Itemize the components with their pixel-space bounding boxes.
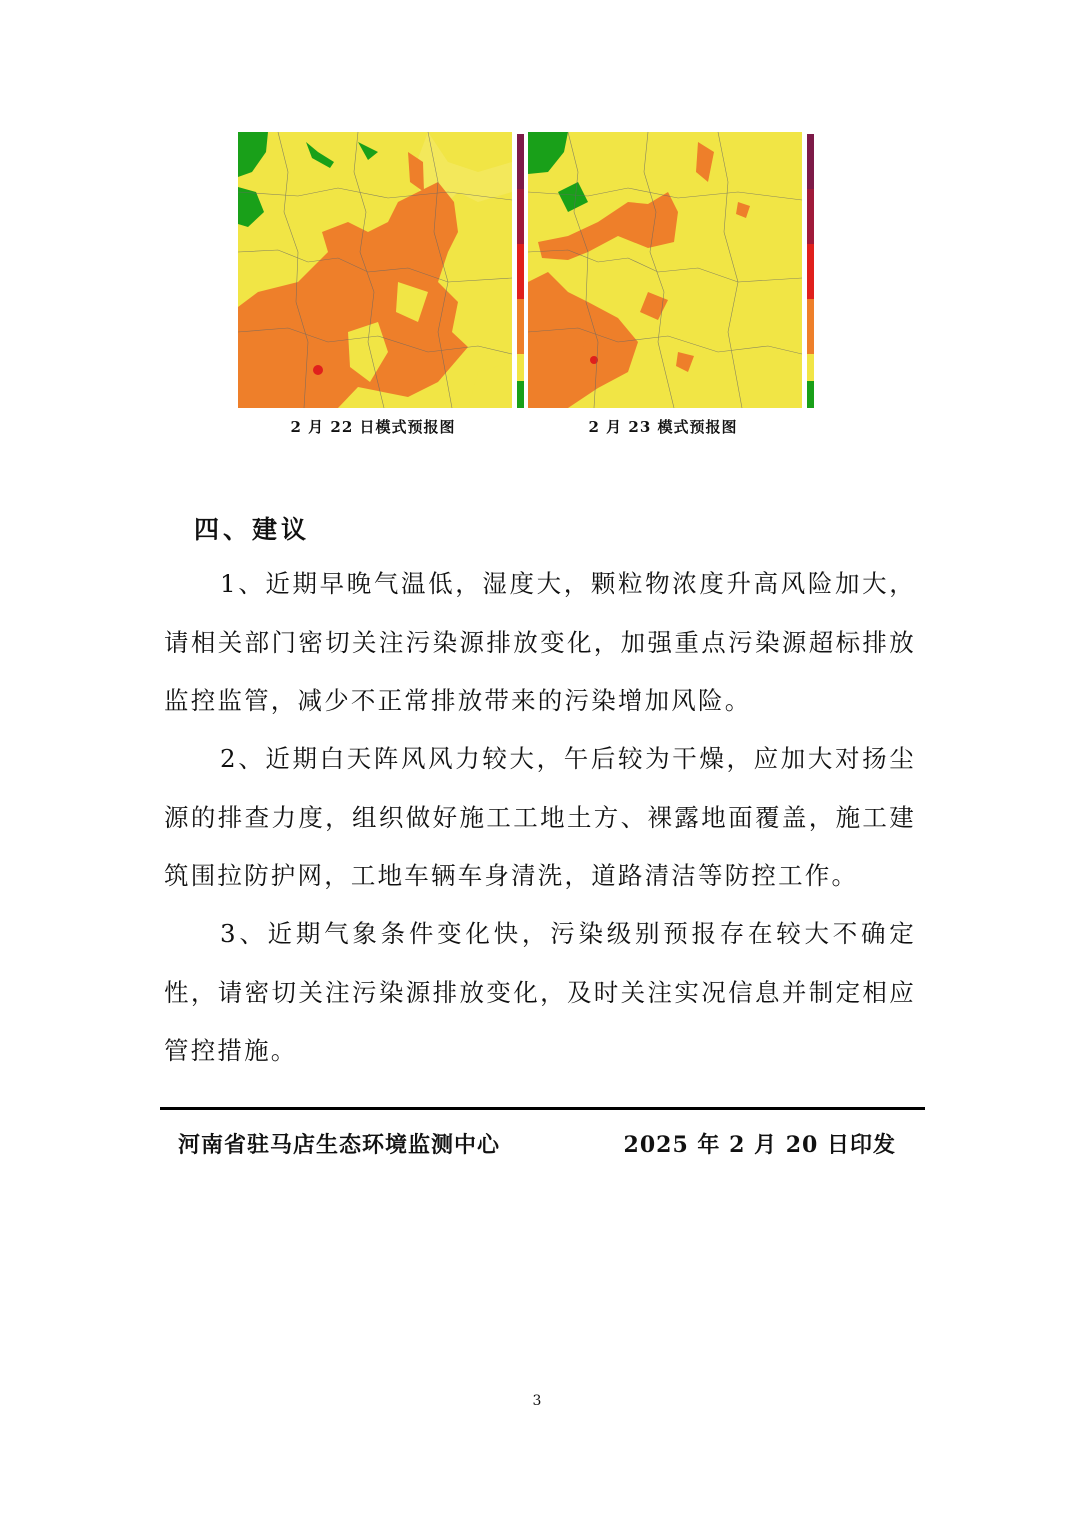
section-heading: 四、建议 <box>194 515 311 544</box>
forecast-map-feb22-image <box>238 132 512 408</box>
issuing-organization: 河南省驻马店生态环境监测中心 <box>178 1132 501 1158</box>
aqi-color-scale-2 <box>807 134 814 408</box>
map-caption-feb23: 2 月 23 模式预报图 <box>588 418 738 436</box>
page-number: 3 <box>532 1393 542 1409</box>
suggestion-paragraph-1: 1、近期早晚气温低，湿度大，颗粒物浓度升高风险加大，请相关部门密切关注污染源排放变化，加强重点污染源超标排放监控监管，减少不正常排放带来的污染增加风险。 <box>164 569 916 715</box>
map-caption-feb22: 2 月 22 日模式预报图 <box>290 418 456 436</box>
forecast-map-feb23-image <box>528 132 802 408</box>
forecast-map-feb22 <box>238 132 512 408</box>
forecast-maps <box>236 132 816 412</box>
issue-date: 2025 年 2 月 20 日印发 <box>623 1132 896 1158</box>
aqi-color-scale-1 <box>517 134 524 408</box>
suggestion-paragraph-2: 2、近期白天阵风风力较大，午后较为干燥，应加大对扬尘源的排查力度，组织做好施工工地土方、裸露地面覆盖，施工建筑围拉防护网，工地车辆车身清洗，道路清洁等防控工作。 <box>164 744 916 890</box>
footer-divider <box>160 1107 925 1110</box>
forecast-map-feb23 <box>528 132 802 408</box>
suggestion-paragraph-3: 3、近期气象条件变化快，污染级别预报存在较大不确定性，请密切关注污染源排放变化，及时关注实况信息并制定相应管控措施。 <box>164 919 916 1065</box>
